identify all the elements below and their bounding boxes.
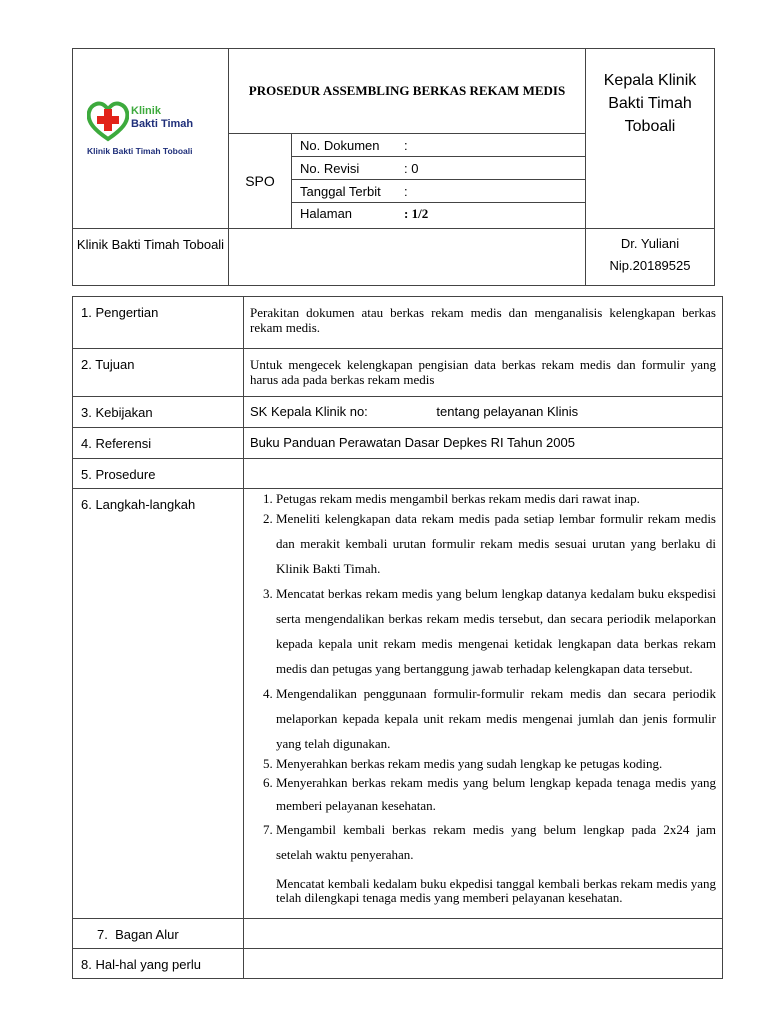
row-label: 1. Pengertian	[73, 297, 244, 349]
row-label: 2. Tujuan	[73, 349, 244, 397]
meta-row	[292, 203, 585, 226]
row-label: 4. Referensi	[73, 428, 244, 459]
meta-label: No. Dokumen	[300, 137, 380, 153]
row-label: 7. Bagan Alur	[73, 919, 244, 949]
meta-label: No. Revisi	[300, 160, 360, 176]
clinic-logo	[87, 99, 217, 159]
row-value	[244, 919, 723, 949]
footer-empty	[229, 229, 586, 286]
row-value: SK Kepala Klinik no: tentang pelayanan Klinis	[244, 397, 723, 428]
meta-value: : 0	[404, 160, 419, 176]
steps-cell	[244, 489, 723, 919]
row-label: 8. Hal-hal yang perlu	[73, 949, 244, 979]
meta-value: : 1/2	[404, 206, 429, 221]
row-langkah	[73, 489, 723, 919]
spo-label: SPO	[229, 134, 292, 229]
step-item: 3. Mencatat berkas rekam medis yang belum lengkap datanya kedalam buku ekspedisi serta mengendalikan berkas rekam medis tersebut, dan secara periodik melaporkan kepada kepala unit rekam medis mengenai ketidak lengkapan data berkas rekam medis dan petugas yang bertanggung jawab terhadap kelengkapan data tersebut.	[276, 581, 716, 681]
row-label: 5. Prosedure	[73, 459, 244, 489]
row-value	[244, 459, 723, 489]
meta-row	[292, 134, 585, 157]
row-prosedure	[73, 459, 723, 489]
row-pengertian	[73, 297, 723, 349]
meta-value: :	[404, 183, 408, 199]
row-bagan-alur	[73, 919, 723, 949]
meta-label: Tanggal Terbit	[300, 183, 381, 199]
step-item: 4. Mengendalikan penggunaan formulir-formulir rekam medis dan secara periodik melaporkan kepada kepala unit rekam medis mengenai jumlah dan jenis formulir yang telah digunakan.	[276, 681, 716, 756]
meta-label: Halaman	[300, 206, 353, 221]
row-hal-hal	[73, 949, 723, 979]
cross-heart-icon	[87, 99, 129, 143]
row-tujuan	[73, 349, 723, 397]
meta-value: :	[404, 137, 408, 153]
step-item: 5. Menyerahkan berkas rekam medis yang sudah lengkap ke petugas koding.	[276, 756, 716, 771]
logo-cell	[73, 49, 229, 229]
logo-line2: Bakti Timah	[131, 118, 194, 130]
footer-left: Klinik Bakti Timah Toboali	[73, 229, 229, 286]
header-table	[72, 48, 715, 286]
step-item: 7. Mengambil kembali berkas rekam medis yang belum lengkap pada 2x24 jam setelah waktu penyerahan.	[276, 817, 716, 867]
steps-list	[250, 491, 716, 867]
step-item: 2. Meneliti kelengkapan data rekam medis pada setiap lembar formulir rekam medis dan merakit kembali urutan formulir rekam medis sesuai urutan yang berlaku di Klinik Bakti Timah.	[276, 506, 716, 581]
meta-table	[292, 134, 585, 225]
logo-caption: Klinik Bakti Timah Toboali	[87, 146, 193, 156]
logo-line1: Klinik	[131, 105, 161, 117]
row-value: Untuk mengecek kelengkapan pengisian data berkas rekam medis dan formulir yang harus ada pada berkas rekam medis	[244, 349, 723, 397]
row-label: 6. Langkah-langkah	[73, 489, 244, 919]
meta-row	[292, 157, 585, 180]
doc-title: PROSEDUR ASSEMBLING BERKAS REKAM MEDIS	[229, 49, 586, 134]
content-table	[72, 296, 723, 979]
footer-right	[586, 229, 715, 286]
row-value: Buku Panduan Perawatan Dasar Depkes RI Tahun 2005	[244, 428, 723, 459]
row-referensi	[73, 428, 723, 459]
meta-row	[292, 180, 585, 203]
step-item: 6. Menyerahkan berkas rekam medis yang belum lengkap kepada tenaga medis yang memberi pelayanan kesehatan.	[276, 771, 716, 817]
row-kebijakan	[73, 397, 723, 428]
meta-cell	[292, 134, 586, 229]
row-value	[244, 949, 723, 979]
steps-extra: Mencatat kembali kedalam buku ekpedisi tanggal kembali berkas rekam medis yang telah dilengkapi tenaga medis yang memberi pelayanan kesehatan.	[276, 876, 716, 905]
signatory-name: Dr. Yuliani	[620, 236, 680, 251]
signatory-nip: Nip.20189525	[609, 258, 691, 273]
step-item: 1. Petugas rekam medis mengambil berkas rekam medis dari rawat inap.	[276, 491, 716, 506]
row-value: Perakitan dokumen atau berkas rekam medis dan menganalisis kelengkapan berkas rekam medis.	[244, 297, 723, 349]
row-label: 3. Kebijakan	[73, 397, 244, 428]
issuer-title: Kepala Klinik Bakti Timah Toboali	[586, 49, 715, 229]
